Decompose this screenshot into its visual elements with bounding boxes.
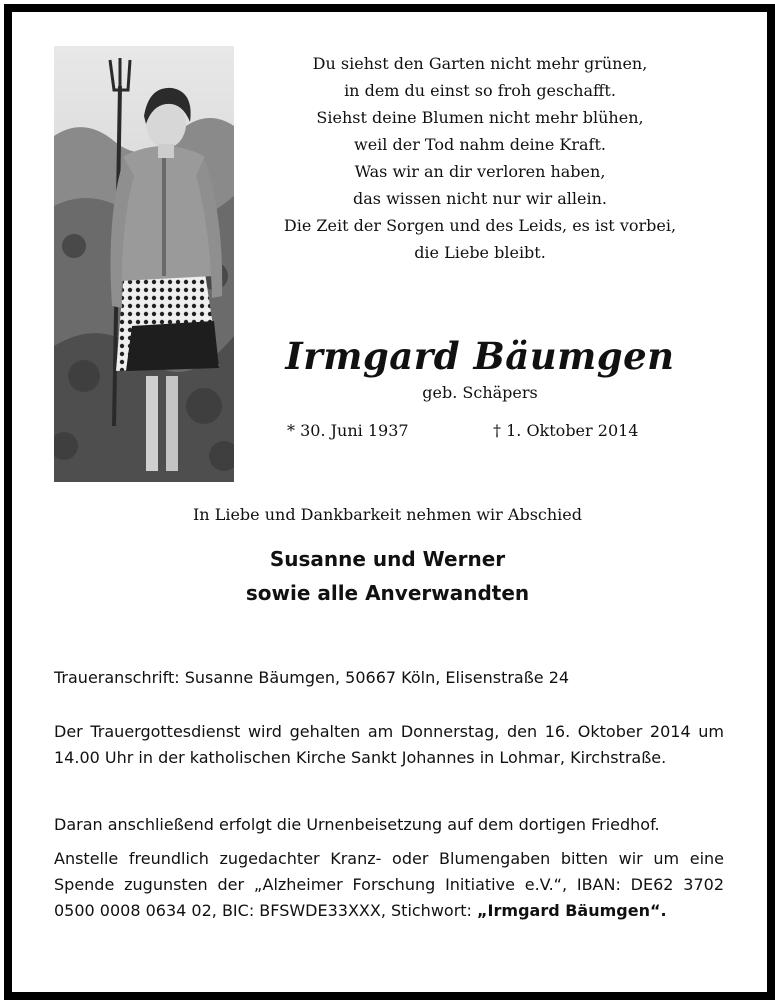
mourners bbox=[0, 542, 775, 610]
donation-keyword: „Irmgard Bäumgen“. bbox=[477, 901, 667, 920]
donation-text: Anstelle freundlich zugedachter Kranz- oder Blumengaben bitten wir um eine Spende zugunsten der „Alzheimer Forschung Initiative e.V.“, IBAN: DE62 3702 0500 0008 0634 02, BIC: BFSWDE33XXX, Stichwort: bbox=[54, 849, 724, 920]
maiden-name: geb. Schäpers bbox=[422, 383, 538, 402]
birth-date: * 30. Juni 1937 bbox=[287, 421, 409, 440]
mourner-line: sowie alle Anverwandten bbox=[245, 581, 530, 605]
burial-info: Daran anschließend erfolgt die Urnenbeisetzung auf dem dortigen Friedhof. bbox=[54, 815, 660, 834]
farewell-line: In Liebe und Dankbarkeit nehmen wir Abschied bbox=[192, 505, 582, 524]
poem-line: weil der Tod nahm deine Kraft. bbox=[354, 135, 606, 154]
deceased-name: Irmgard Bäumgen bbox=[285, 334, 675, 378]
portrait-photo bbox=[54, 46, 234, 482]
poem-line: das wissen nicht nur wir allein. bbox=[352, 189, 607, 208]
donation-info bbox=[54, 846, 724, 924]
mourning-address: Traueranschrift: Susanne Bäumgen, 50667 Köln, Elisenstraße 24 bbox=[54, 668, 570, 687]
poem-line: Was wir an dir verloren haben, bbox=[354, 162, 606, 181]
poem-line: Du siehst den Garten nicht mehr grünen, bbox=[312, 54, 648, 73]
poem-line: die Liebe bleibt. bbox=[414, 243, 546, 262]
poem-line: in dem du einst so froh geschafft. bbox=[344, 81, 616, 100]
mourner-line: Susanne und Werner bbox=[269, 547, 506, 571]
poem-line: Siehst deine Blumen nicht mehr blühen, bbox=[316, 108, 644, 127]
poem-line: Die Zeit der Sorgen und des Leids, es ist vorbei, bbox=[283, 216, 677, 235]
memorial-poem bbox=[245, 50, 715, 266]
death-date: † 1. Oktober 2014 bbox=[493, 421, 639, 440]
service-info: Der Trauergottesdienst wird gehalten am Donnerstag, den 16. Oktober 2014 um 14.00 Uhr in der katholischen Kirche Sankt Johannes in Lohmar, Kirchstraße. bbox=[54, 722, 724, 767]
portrait-illustration bbox=[54, 46, 234, 482]
